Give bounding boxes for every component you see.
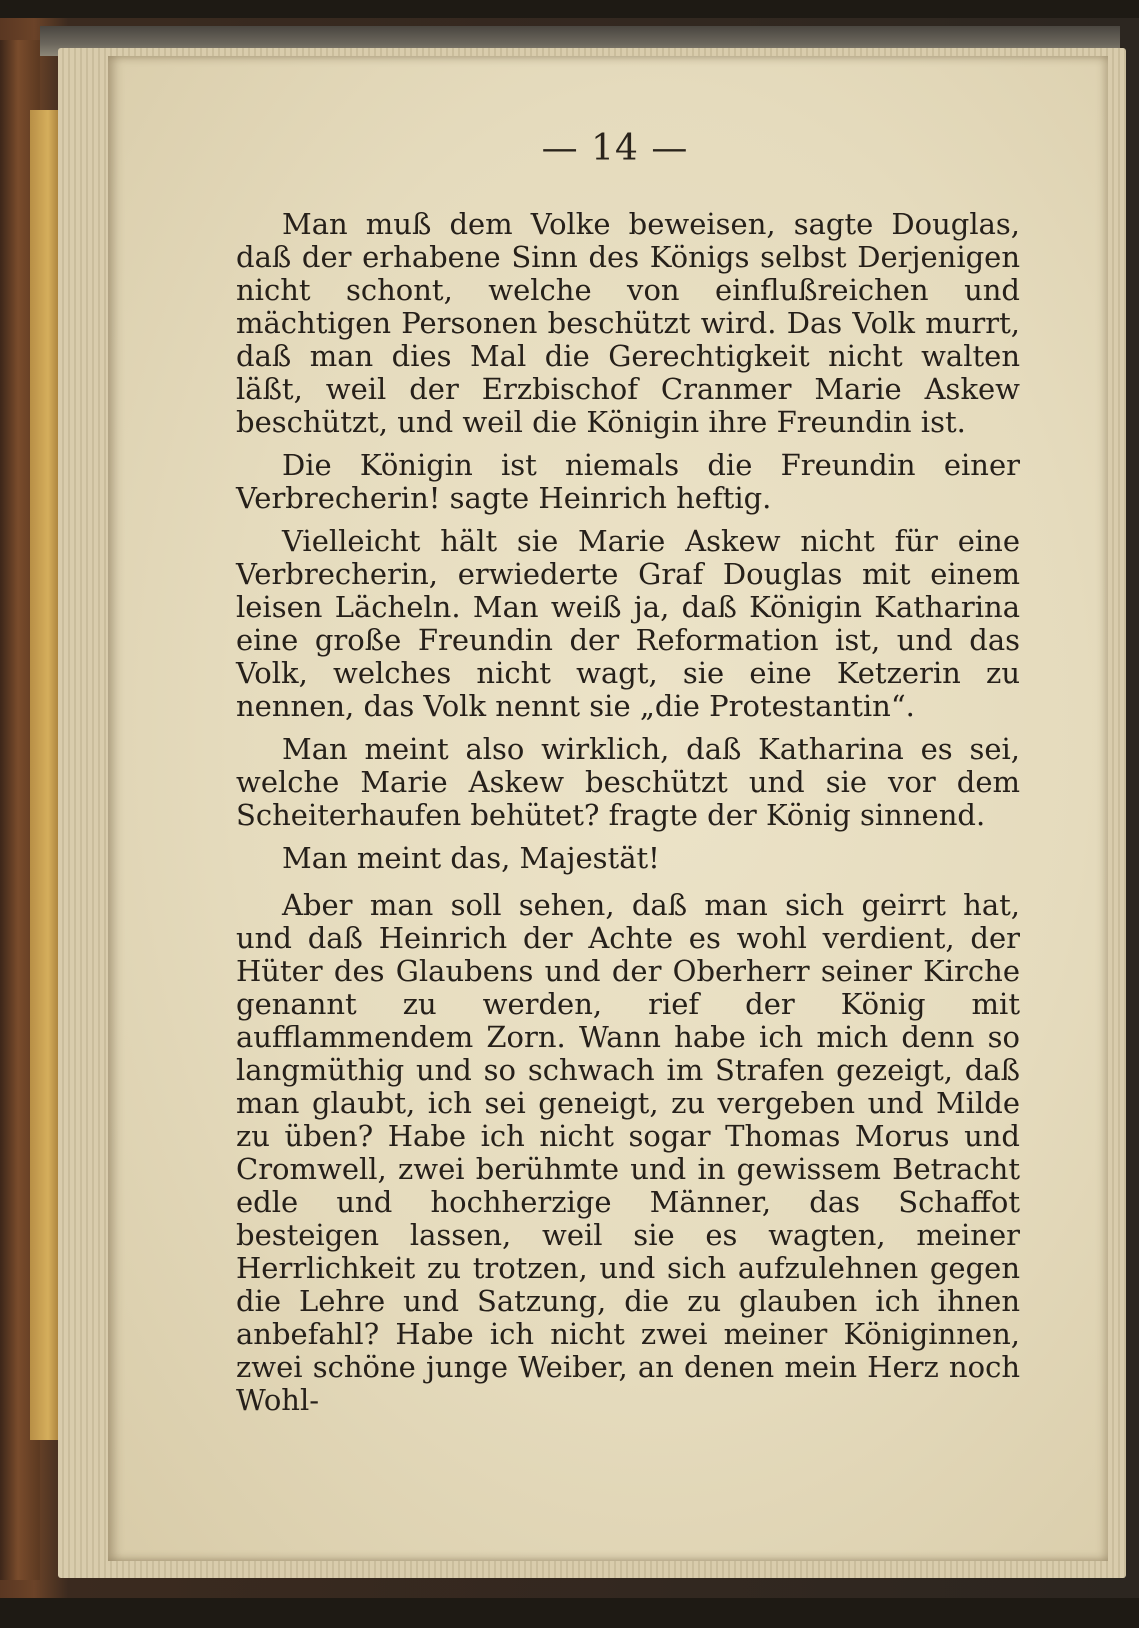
paragraph: Vielleicht hält sie Marie Askew nicht für eine Verbrecherin, erwiederte Graf Douglas mit einem leisen Lächeln. Man weiß ja, daß Königin Katharina eine große Freundin der Reformation ist, und das Volk, welches nicht wagt, sie eine Ketzerin zu nennen, das Volk nennt sie „die Protestantin“.	[236, 524, 1020, 723]
paragraph: Aber man soll sehen, daß man sich geirrt hat, und daß Heinrich der Achte es wohl verdient, der Hüter des Glaubens und der Oberherr seiner Kirche genannt zu werden, rief der König mit aufflammendem Zorn. Wann habe ich mich denn so langmüthig und so schwach im Strafen gezeigt, daß man glaubt, ich sei geneigt, zu vergeben und Milde zu üben? Habe ich nicht sogar Thomas Morus und Cromwell, zwei berühmte und in gewissem Betracht edle und hochherzige Männer, das Schaffot besteigen lassen, weil sie es wagten, meiner Herrlichkeit zu trotzen, und sich aufzulehnen gegen die Lehre und Satzung, die zu glauben ich ihnen anbefahl? Habe ich nicht zwei meiner Königinnen, zwei schöne junge Weiber, an denen mein Herz noch Wohl-	[236, 888, 1020, 1417]
page-number: — 14 —	[541, 128, 689, 169]
paragraph: Die Königin ist niemals die Freundin einer Verbrecherin! sagte Heinrich heftig.	[236, 448, 1020, 515]
page-text	[236, 208, 1020, 1427]
paragraph: Man meint also wirklich, daß Katharina es sei, welche Marie Askew beschützt und sie vor dem Scheiterhaufen behütet? fragte der König sinnend.	[236, 732, 1020, 832]
paragraph: Man meint das, Majestät!	[282, 841, 660, 875]
endpaper-strip	[30, 110, 60, 1440]
paragraph: Man muß dem Volke beweisen, sagte Douglas, daß der erhabene Sinn des Königs selbst Derjenigen nicht schont, welche von einflußreichen und mächtigen Personen beschützt wird. Das Volk murrt, daß man dies Mal die Gerechtigkeit nicht walten läßt, weil der Erzbischof Cranmer Marie Askew beschützt, und weil die Königin ihre Freundin ist.	[236, 207, 1020, 439]
